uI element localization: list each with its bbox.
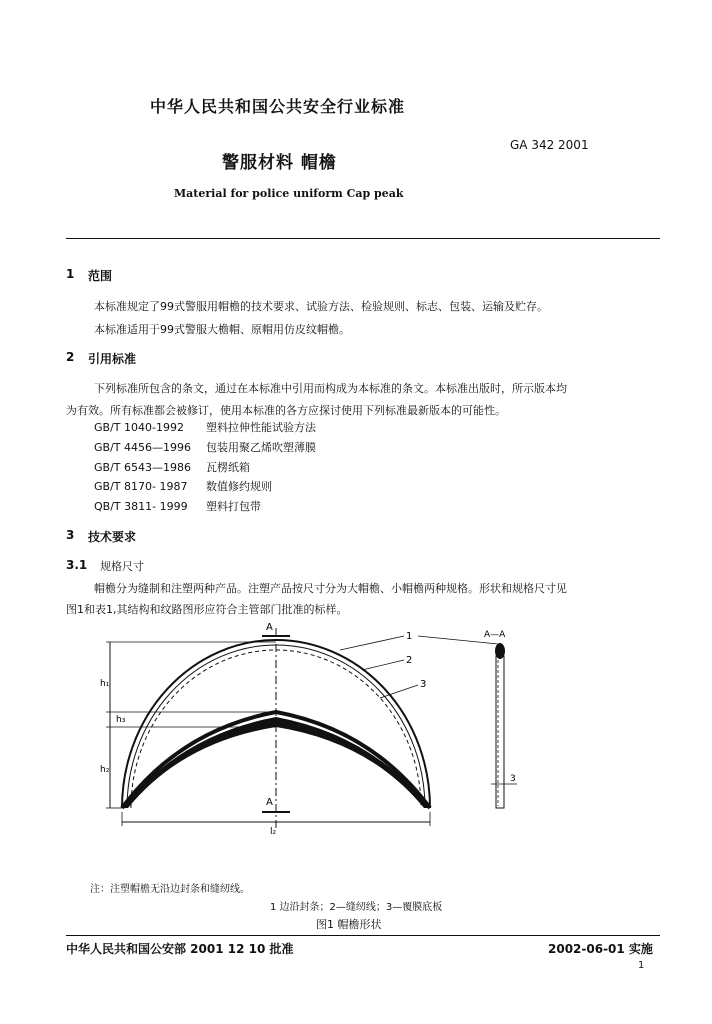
callout-3-label: 3 (420, 679, 427, 690)
approval-line: 中华人民共和国公安部 2001 12 10 批准 (66, 942, 294, 956)
reference-item (94, 459, 250, 475)
callout-leader-1 (340, 636, 404, 650)
section-1-heading: 范围 (88, 269, 113, 283)
section-1-number: 1 (66, 267, 75, 281)
reference-title: 塑料拉伸性能试验方法 (206, 421, 316, 434)
cap-peak-figure (0, 615, 712, 855)
english-title: Material for police uniform Cap peak (174, 187, 404, 200)
section-2-number: 2 (66, 350, 75, 364)
reference-code: GB/T 8170- 1987 (94, 480, 188, 493)
reference-title: 包装用聚乙烯吹塑薄膜 (206, 441, 316, 454)
callout-1-label: 1 (406, 631, 413, 642)
figure-caption: 图1 帽檐形状 (316, 918, 382, 931)
section-2-paragraph-line-2: 为有效。所有标准都会被修订，使用本标准的各方应探讨使用下列标准最新版本的可能性。 (66, 404, 506, 417)
section-3-heading: 技术要求 (88, 530, 137, 544)
reference-item (94, 478, 272, 494)
subsection-3-1-number: 3.1 (66, 558, 88, 572)
section-3-paragraph-line-2: 图1和表1,其结构和纹路图形应符合主管部门批准的标样。 (66, 603, 348, 616)
section-2-paragraph-line-1: 下列标准所包含的条文，通过在本标准中引用而构成为本标准的条文。本标准出版时，所示版本均 (94, 382, 567, 395)
figure-legend: 1 边沿封条；2—缝纫线；3—覆膜底板 (270, 902, 443, 913)
reference-title: 数值修约规则 (206, 480, 272, 493)
thickness-label: 3 (510, 774, 516, 784)
section-plate (496, 656, 504, 808)
page-number: 1 (638, 960, 645, 971)
effective-date: 2002-06-01 实施 (548, 942, 653, 956)
footer-divider (66, 935, 660, 936)
reference-title: 塑料打包带 (206, 500, 261, 513)
reference-code: GB/T 6543—1986 (94, 461, 191, 474)
standard-number: GA 342 2001 (510, 138, 589, 152)
dim-h2-label: h₂ (100, 765, 110, 775)
section-1-paragraph-2: 本标准适用于99式警服大檐帽、原帽用仿皮纹帽檐。 (94, 323, 350, 336)
reference-code: GB/T 1040-1992 (94, 421, 184, 434)
section-2-heading: 引用标准 (88, 352, 137, 366)
reference-code: GB/T 4456—1996 (94, 441, 191, 454)
subsection-3-1-heading: 规格尺寸 (100, 560, 144, 573)
reference-item (94, 498, 261, 514)
reference-title: 瓦楞纸箱 (206, 461, 250, 474)
section-3-number: 3 (66, 528, 75, 542)
figure-note: 注：注塑帽檐无沿边封条和缝纫线。 (90, 884, 250, 895)
document-title: 警服材料 帽檐 (222, 153, 337, 173)
title-divider (66, 238, 660, 239)
section-3-paragraph-line-1: 帽檐分为缝制和注塑两种产品。注塑产品按尺寸分为大帽檐、小帽檐两种规格。形状和规格尺寸见 (94, 582, 567, 595)
reference-item (94, 419, 316, 435)
dim-l-label: l₂ (270, 827, 277, 837)
section-label-bottom: A (266, 797, 273, 808)
reference-code: QB/T 3811- 1999 (94, 500, 188, 513)
publisher-title: 中华人民共和国公共安全行业标准 (150, 97, 406, 116)
reference-item (94, 439, 316, 455)
callout-2-label: 2 (406, 655, 413, 666)
section-view-label: A—A (484, 630, 506, 640)
dim-h3-label: h₃ (116, 715, 126, 725)
section-label-top: A (266, 622, 273, 633)
section-1-paragraph-1: 本标准规定了99式警服用帽檐的技术要求、试验方法、检验规则、标志、包装、运输及贮存。 (94, 300, 548, 313)
callout-leader-2 (362, 660, 404, 670)
dim-h1-label: h₁ (100, 679, 110, 689)
